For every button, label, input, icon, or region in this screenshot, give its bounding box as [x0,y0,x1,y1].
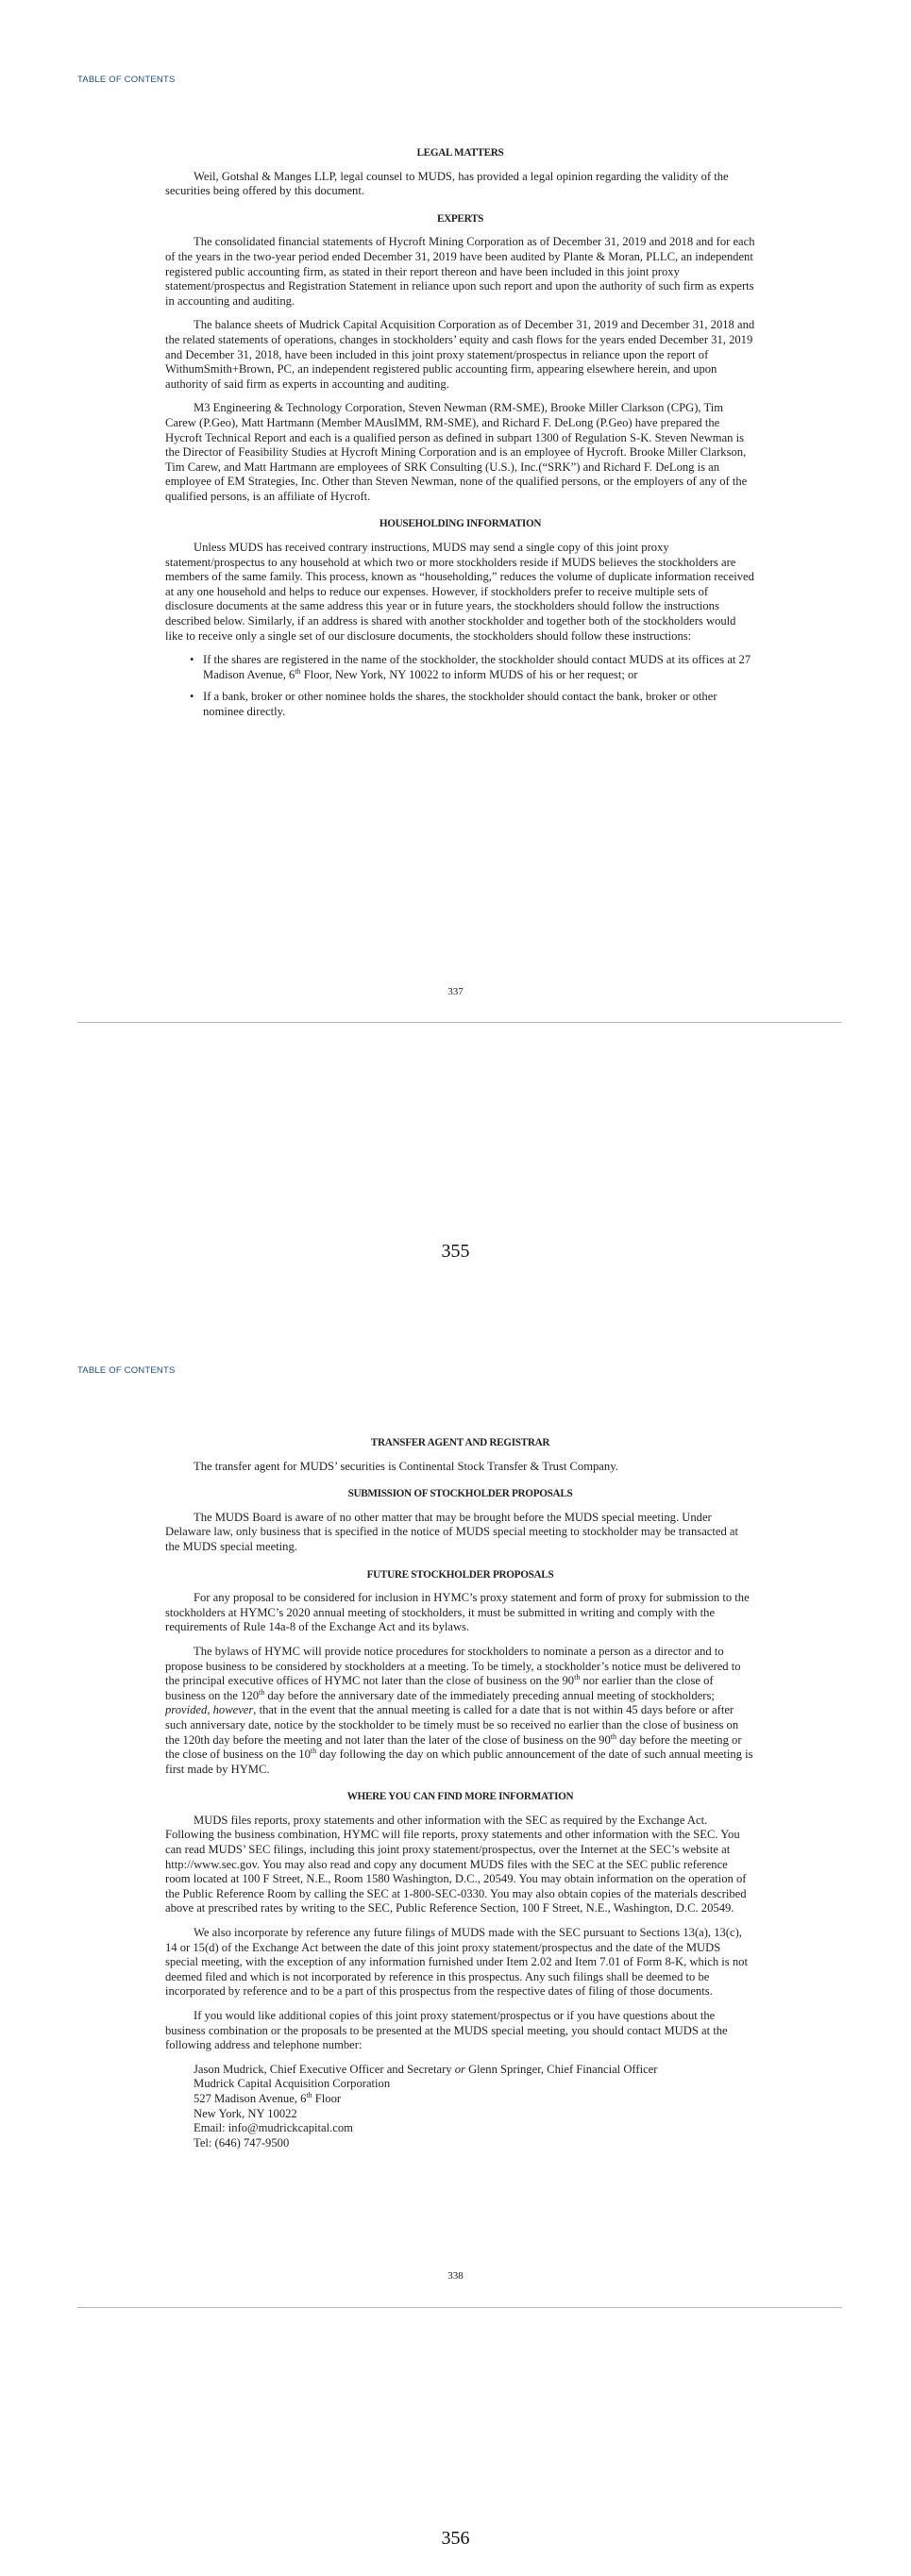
experts-heading: EXPERTS [436,212,484,225]
contact-city: New York, NY 10022 [194,2106,297,2120]
page-body [165,1436,755,2150]
where-to-find-paragraph-3: If you would like additional copies of this joint proxy statement/prospectus or if you have questions about the business combination or the proposals to be presented at the MUDS special meeting, you should contact MUDS at the following address and telephone number: [165,2009,728,2052]
pdf-page-number: 355 [441,1241,470,1262]
contact-email: Email: info@mudrickcapital.com [194,2121,353,2135]
submission-heading: SUBMISSION OF STOCKHOLDER PROPOSALS [347,1488,573,1500]
householding-heading: HOUSEHOLDING INFORMATION [379,518,542,530]
table-of-contents-link[interactable]: TABLE OF CONTENTS [77,1365,176,1376]
document-page-338 [0,1293,911,2576]
page-body [165,146,755,729]
transfer-agent-paragraph: The transfer agent for MUDS’ securities is Continental Stock Transfer & Trust Company. [194,1459,618,1473]
pdf-page-number: 356 [441,2528,470,2549]
experts-paragraph-3: M3 Engineering & Technology Corporation, Steven Newman (RM-SME), Brooke Miller Clarkson (CPG), Tim Carew (P.Geo), Matt Hartmann (Member MAusIMM, RM-SME), and Richard F. DeLong (P.Geo) have prepared the Hycroft Technical Report and each is a qualified person as defined in subpart 1300 of Regulation S-K. Steven Newman is the Director of Feasibility Studies at Hycroft Mining Corporation and is an employee of Hycroft. Brooke Miller Clarkson, Tim Carew, and Matt Hartmann are employees of SRK Consulting (U.S.), Inc.(“SRK”) and Richard F. DeLong is an employee of EM Strategies, Inc. Other than Steven Newman, none of the qualified persons, or the employers of any of the qualified persons, is an affiliate of Hycroft. [165,401,748,503]
where-to-find-paragraph-1: MUDS files reports, proxy statements and other information with the SEC as required by the Exchange Act. Following the business combination, HYMC will file reports, proxy statements and other information with the SEC. You can read MUDS’ SEC filings, including this joint proxy statement/prospectus, over the Internet at the SEC’s website at http://www.sec.gov. You may also read and copy any document MUDS files with the SEC at the SEC public reference room located at 100 F Street, N.E., Room 1580 Washington, D.C., 20549. You may obtain information on the operation of the Public Reference Room by calling the SEC at 1-800-SEC-0330. You may also obtain copies of the materials described above at prescribed rates by writing to the SEC, Public Reference Section, 100 F Street, N.E., Washington, D.C. 20549. [165,1813,747,1915]
contact-street: 527 Madison Avenue, 6th Floor [194,2090,342,2105]
contact-address-block [165,2063,755,2151]
transfer-agent-heading: TRANSFER AGENT AND REGISTRAR [370,1437,550,1448]
page-divider [77,2307,842,2308]
contact-phone: Tel: (646) 747-9500 [194,2135,290,2149]
future-proposals-paragraph-1: For any proposal to be considered for inclusion in HYMC’s proxy statement and form of proxy for submission to the stockholders at HYMC’s 2020 annual meeting of stockholders, it must be submitted in writing and comply with the requirements of Rule 14a-8 of the Exchange Act and its bylaws. [165,1591,750,1634]
contact-names: Jason Mudrick, Chief Executive Officer and Secretary or Glenn Springer, Chief Financial Officer [194,2062,658,2076]
list-item: • If a bank, broker or other nominee holds the shares, the stockholder should contact the bank, broker or other nominee directly. [203,690,755,719]
legal-matters-heading: LEGAL MATTERS [416,147,504,159]
where-to-find-paragraph-2: We also incorporate by reference any future filings of MUDS made with the SEC pursuant to Sections 13(a), 13(c), 14 or 15(d) of the Exchange Act between the date of this joint proxy statement/prospectus and the date of the MUDS special meeting, with the exception of any information furnished under Item 2.02 and Item 7.01 of Form 8-K, which is not deemed filed and which is not incorporated by reference in this prospectus. Any such filings shall be deemed to be incorporated by reference and to be a part of this prospectus from the respective dates of filing of those documents. [165,1926,748,1999]
future-proposals-heading: FUTURE STOCKHOLDER PROPOSALS [366,1568,554,1581]
where-to-find-heading: WHERE YOU CAN FIND MORE INFORMATION [346,1791,574,1803]
list-item: • If the shares are registered in the name of the stockholder, the stockholder should contact MUDS at its offices at 27 Madison Avenue, 6th Floor, New York, NY 10022 to inform MUDS of his or her request; or [203,653,755,682]
householding-instructions-list [165,653,755,719]
page-number: 338 [447,2270,464,2282]
page-divider [77,1022,842,1023]
page-number: 337 [447,986,464,997]
table-of-contents-link[interactable]: TABLE OF CONTENTS [77,75,176,85]
legal-matters-paragraph: Weil, Gotshal & Manges LLP, legal counsel to MUDS, has provided a legal opinion regarding the validity of the securities being offered by this document. [165,169,729,198]
experts-paragraph-2: The balance sheets of Mudrick Capital Acquisition Corporation as of December 31, 2019 and December 31, 2018 and the related statements of operations, changes in stockholders’ equity and cash flows for the years ended December 31, 2019 and December 31, 2018, have been included in this joint proxy statement/prospectus in reliance upon the report of WithumSmith+Brown, PC, an independent registered public accounting firm, appearing elsewhere herein, and upon authority of said firm as experts in accounting and auditing. [165,318,755,391]
future-proposals-paragraph-2: The bylaws of HYMC will provide notice procedures for stockholders to nominate a person as a director and to propose business to be considered by stockholders at a meeting. To be timely, a stockholder’s notice must be delivered to the principal executive offices of HYMC not later than the close of business on the 90th nor earlier than the close of business on the 120th day before the anniversary date of the immediately preceding annual meeting of stockholders; provided, however, that in the event that the annual meeting is called for a date that is not within 45 days before or after such anniversary date, notice by the stockholder to be timely must be so received no earlier than the close of business on the 120th day before the meeting and not later than the later of the close of business on the 90th day before the meeting or the close of business on the 10th day following the day on which public announcement of the date of such annual meeting is first made by HYMC. [165,1644,753,1776]
experts-paragraph-1: The consolidated financial statements of Hycroft Mining Corporation as of December 31, 2019 and 2018 and for each of the years in the two-year period ended December 31, 2019 have been audited by Plante & Moran, PLLC, an independent registered public accounting firm, as stated in their report thereon and have been included in this joint proxy statement/prospectus and Registration Statement in reliance upon such report and upon the authority of such firm as experts in accounting and auditing. [165,235,755,308]
submission-paragraph: The MUDS Board is aware of no other matter that may be brought before the MUDS special meeting. Under Delaware law, only business that is specified in the notice of MUDS special meeting to stockholder may be transacted at the MUDS special meeting. [165,1510,739,1553]
contact-company: Mudrick Capital Acquisition Corporation [194,2077,391,2091]
householding-paragraph: Unless MUDS has received contrary instructions, MUDS may send a single copy of this joint proxy statement/prospectus to any household at which two or more stockholders reside if MUDS believes the stockholders are members of the same family. This process, known as “householding,” reduces the volume of duplicate information received at any one household and helps to reduce our expenses. However, if stockholders prefer to receive multiple sets of disclosure documents at the same address this year or in future years, the stockholders should follow the instructions described below. Similarly, if an address is shared with another stockholder and together both of the stockholders would like to receive only a single set of our disclosure documents, the stockholders should follow these instructions: [165,541,754,643]
